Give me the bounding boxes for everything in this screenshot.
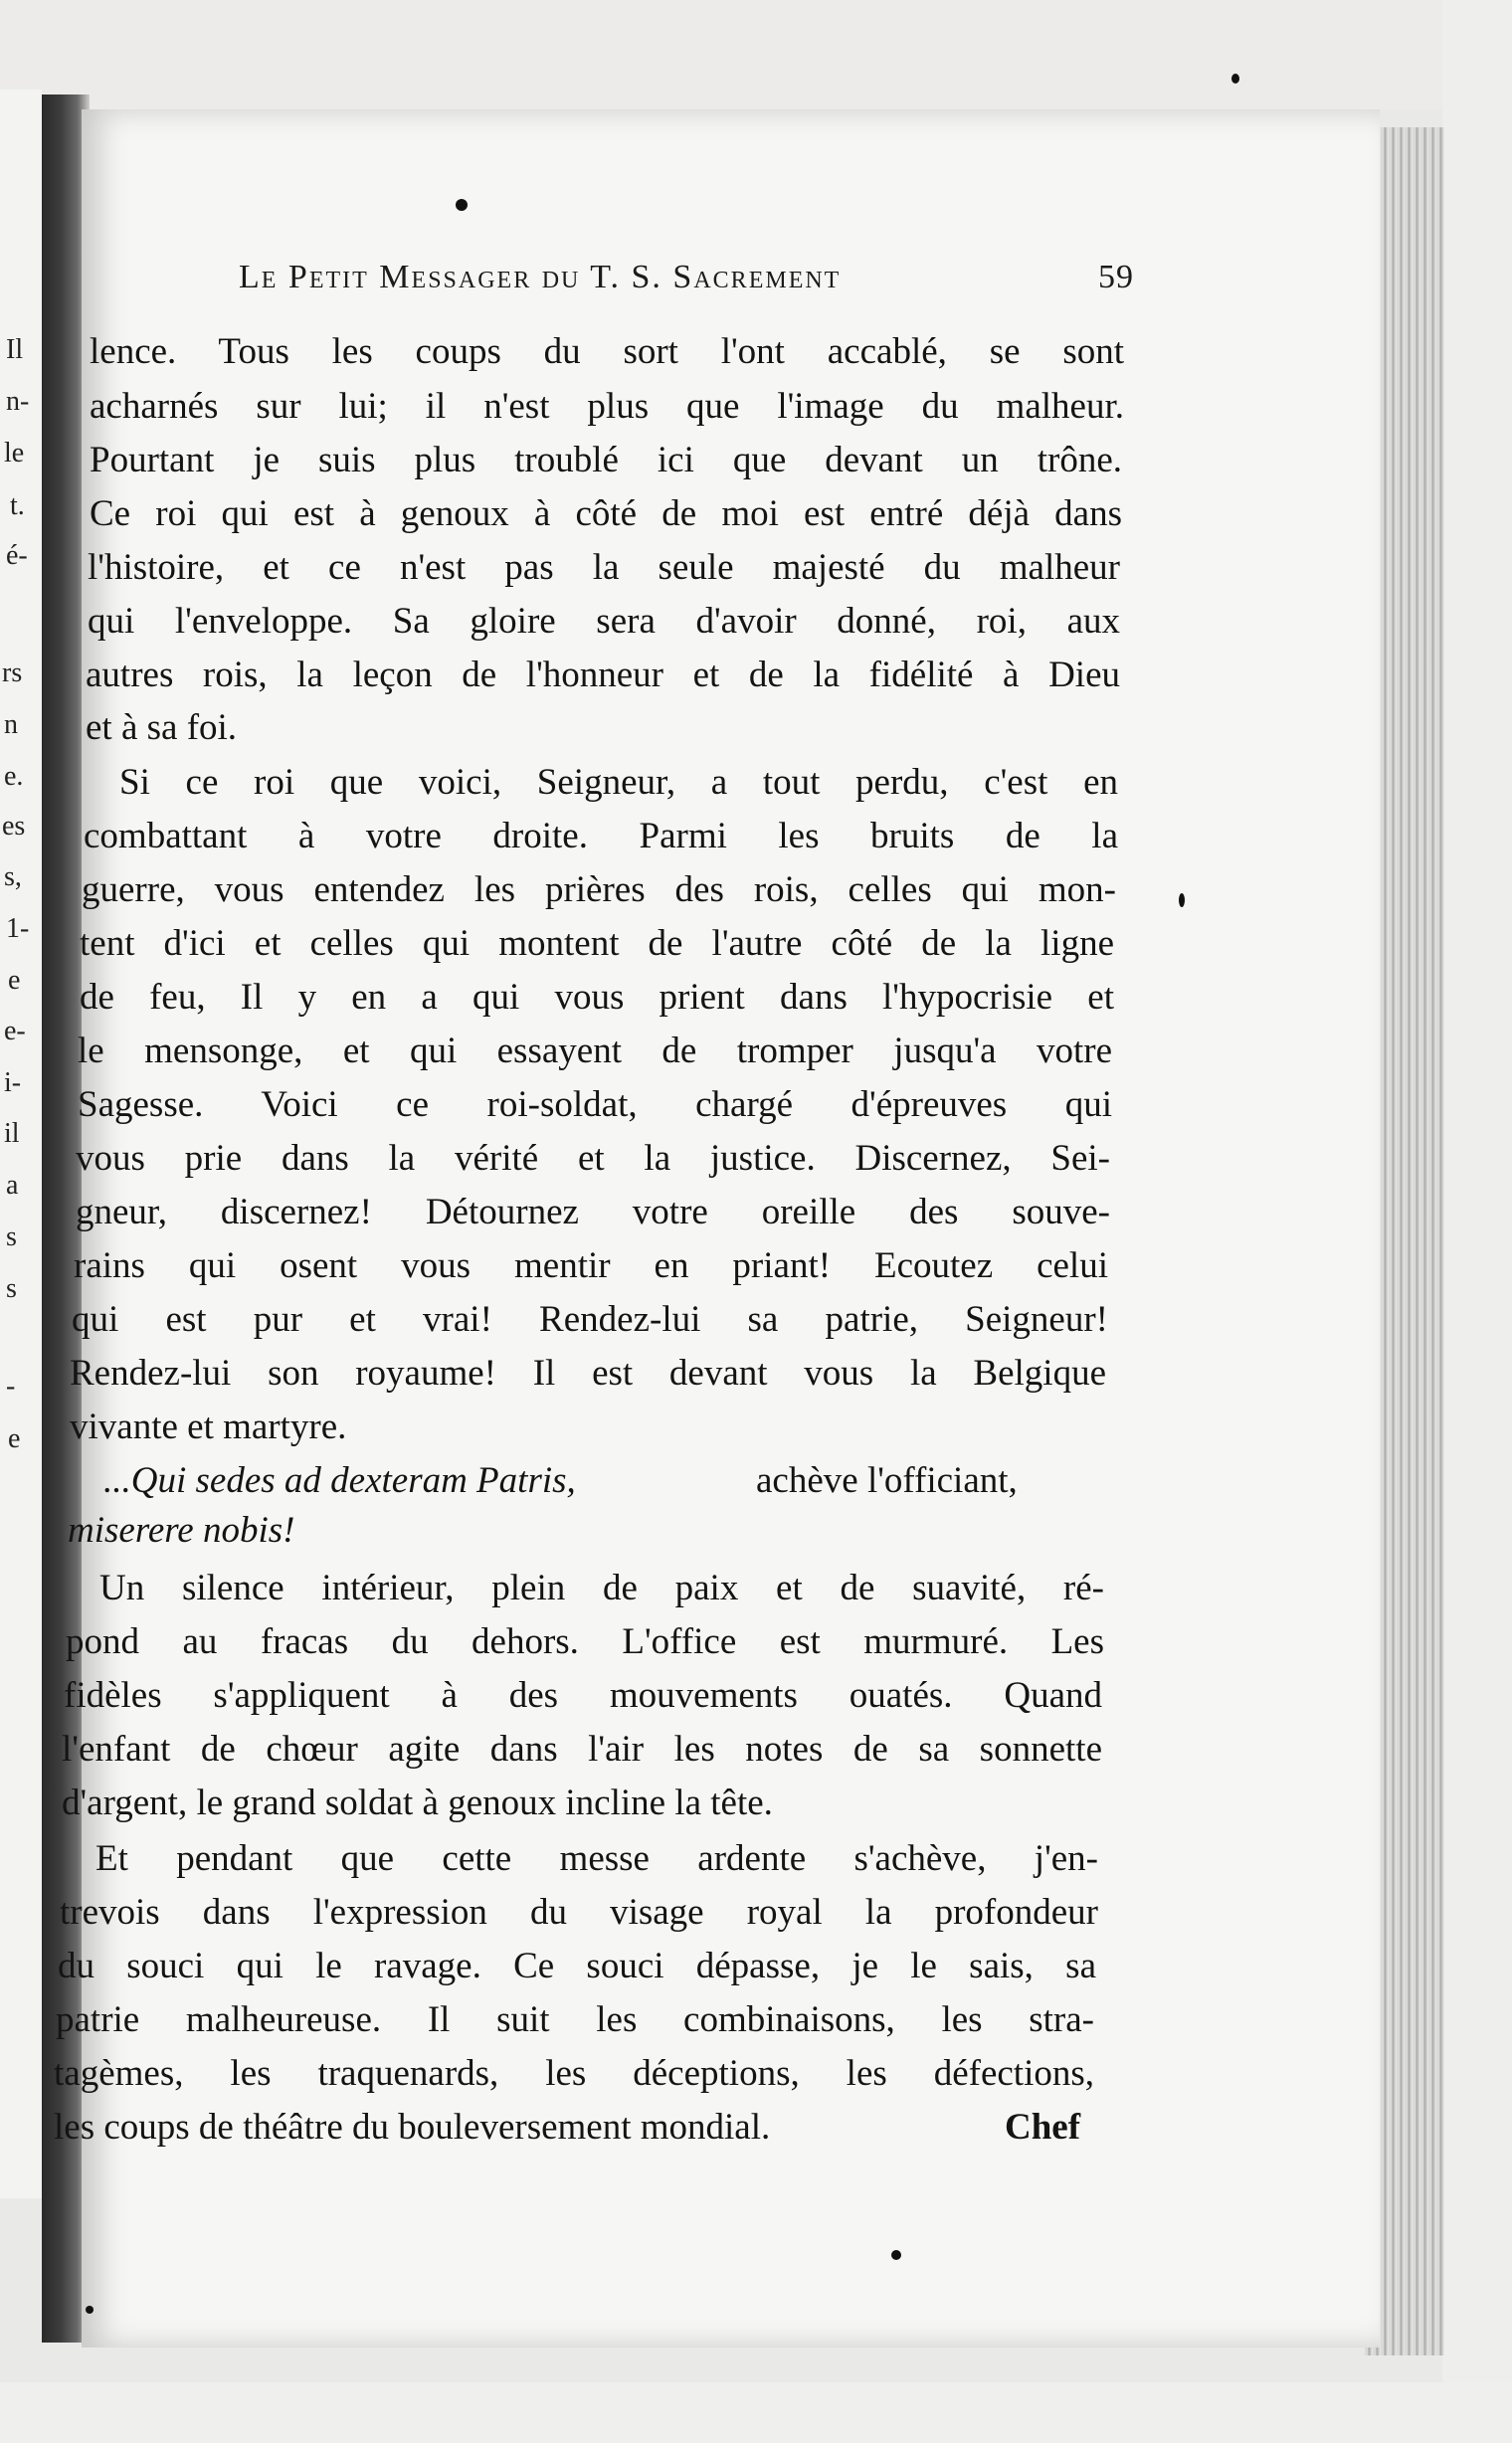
text-line: tent d'ici et celles qui montent de l'autre côté de la ligne — [80, 923, 1114, 964]
left-fragment: e — [8, 965, 21, 996]
text-line: tagèmes, les traquenards, les déceptions, les défections, — [54, 2053, 1094, 2094]
left-fragment: n- — [6, 386, 30, 417]
text-line: vivante et martyre. — [70, 1407, 347, 1447]
left-fragment: s — [6, 1222, 17, 1252]
text-line: les coups de théâtre du bouleversement mondial. — [54, 2107, 771, 2148]
text-line: vous prie dans la vérité et la justice. Discernez, Sei- — [76, 1138, 1110, 1179]
scan-background-right — [1442, 0, 1512, 2443]
left-fragment: le — [4, 438, 25, 469]
text-line: qui est pur et vrai! Rendez-lui sa patrie, Seigneur! — [72, 1299, 1108, 1340]
running-header — [239, 259, 1134, 296]
page-number: 59 — [1098, 259, 1134, 295]
text-line: achève l'officiant, — [756, 1460, 1018, 1501]
text-line: guerre, vous entendez les prières des rois, celles qui mon- — [82, 869, 1116, 910]
text-line: Et pendant que cette messe ardente s'achève, j'en- — [95, 1838, 1098, 1879]
text-line: Pourtant je suis plus troublé ici que devant un trône. — [90, 440, 1122, 480]
text-line: du souci qui le ravage. Ce souci dépasse, je le sais, sa — [58, 1946, 1096, 1986]
dust-speck — [891, 2250, 901, 2260]
running-title: Le Petit Messager du T. S. Sacrement — [239, 259, 842, 295]
left-fragment: i- — [4, 1067, 22, 1098]
text-line: rains qui osent vous mentir en priant! Ecoutez celui — [74, 1245, 1108, 1286]
scan-background-top — [0, 0, 1512, 109]
text-line: pond au fracas du dehors. L'office est murmuré. Les — [66, 1621, 1104, 1662]
left-fragment: rs — [2, 658, 23, 688]
text-line: l'histoire, et ce n'est pas la seule majesté du malheur — [88, 547, 1120, 588]
text-line-italic: ...Qui sedes ad dexteram Patris, — [103, 1460, 576, 1501]
text-line: et à sa foi. — [86, 707, 238, 748]
left-fragment: é- — [6, 540, 28, 571]
text-line: trevois dans l'expression du visage royal la profondeur — [60, 1892, 1098, 1933]
left-fragment: e — [8, 1423, 21, 1454]
text-line: gneur, discernez! Détournez votre oreille des souve- — [76, 1192, 1110, 1232]
dust-speck — [1179, 893, 1185, 907]
text-line: le mensonge, et qui essayent de tromper jusqu'a votre — [78, 1031, 1112, 1071]
text-line: l'enfant de chœur agite dans l'air les notes de sa sonnette — [62, 1729, 1102, 1770]
left-facing-page — [0, 90, 42, 2198]
left-fragment: t. — [10, 490, 25, 521]
scan-background-bottom — [0, 2382, 1512, 2443]
text-line: autres rois, la leçon de l'honneur et de la fidélité à Dieu — [86, 655, 1120, 695]
left-fragment: s — [6, 1273, 17, 1304]
text-line: fidèles s'appliquent à des mouvements ouatés. Quand — [64, 1675, 1102, 1716]
dust-speck — [86, 2306, 94, 2314]
text-line-catchword: Chef — [1005, 2107, 1081, 2148]
left-fragment: il — [4, 1118, 20, 1149]
left-fragment: Il — [6, 334, 24, 365]
left-fragment: es — [2, 811, 26, 842]
text-line: acharnés sur lui; il n'est plus que l'image du malheur. — [90, 386, 1124, 427]
text-line: Un silence intérieur, plein de paix et de suavité, ré- — [99, 1568, 1104, 1608]
text-line-italic: miserere nobis! — [68, 1510, 295, 1551]
text-line: combattant à votre droite. Parmi les bruits de la — [84, 816, 1118, 856]
text-line: de feu, Il y en a qui vous prient dans l'hypocrisie et — [80, 977, 1114, 1018]
left-fragment: n — [4, 709, 18, 740]
text-line: Si ce roi que voici, Seigneur, a tout perdu, c'est en — [119, 762, 1118, 803]
dust-speck — [1231, 74, 1239, 84]
text-line: qui l'enveloppe. Sa gloire sera d'avoir donné, roi, aux — [88, 601, 1120, 642]
left-fragment: 1- — [6, 913, 30, 944]
text-line: patrie malheureuse. Il suit les combinaisons, les stra- — [56, 1999, 1094, 2040]
text-line: Ce roi qui est à genoux à côté de moi est entré déjà dans — [90, 493, 1122, 534]
left-fragment: s, — [4, 861, 22, 892]
text-line: Rendez-lui son royaume! Il est devant vous la Belgique — [70, 1353, 1106, 1394]
dust-speck — [456, 199, 468, 211]
text-line: lence. Tous les coups du sort l'ont accablé, se sont — [90, 331, 1124, 372]
left-fragment: a — [6, 1170, 19, 1201]
text-line: Sagesse. Voici ce roi-soldat, chargé d'épreuves qui — [78, 1084, 1112, 1125]
left-fragment: e- — [4, 1016, 26, 1046]
left-fragment: e. — [4, 761, 24, 792]
text-line: d'argent, le grand soldat à genoux incline la tête. — [62, 1783, 773, 1823]
left-fragment: - — [6, 1371, 16, 1402]
